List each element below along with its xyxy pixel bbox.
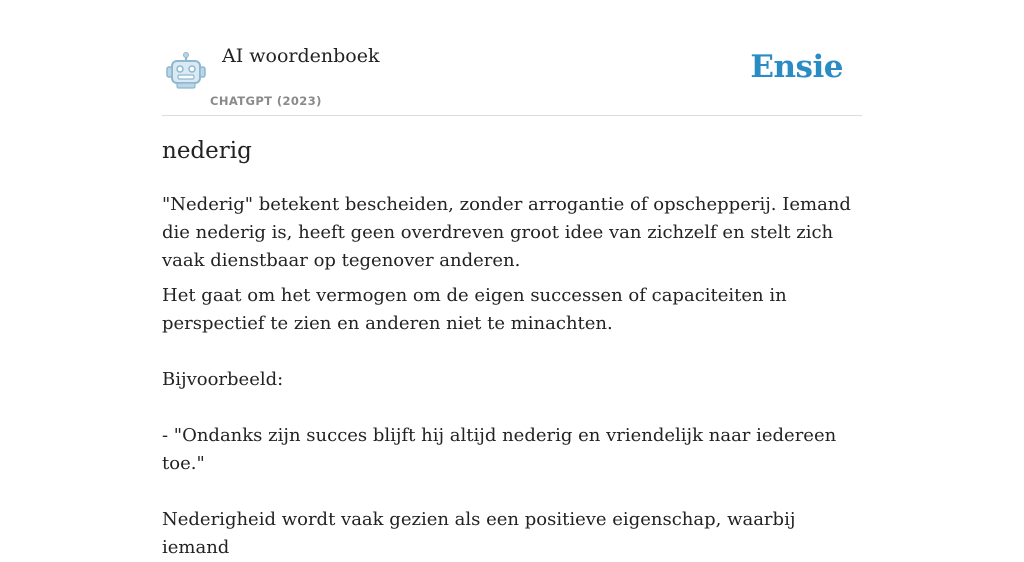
paragraph-gap <box>162 478 862 506</box>
definition-paragraph: "Nederig" betekent bescheiden, zonder arrogantie of opschepperij. Iemand die nederig is, heeft geen overdreven groot idee van zichzelf en stelt zich vaak dienstbaar op tegenover anderen. <box>162 194 851 271</box>
definition-paragraph: Het gaat om het vermogen om de eigen successen of capaciteiten in perspectief te zien en anderen niet te minachten. <box>162 285 787 334</box>
entry-term: nederig <box>162 138 252 164</box>
example-heading: Bijvoorbeeld: <box>162 369 284 390</box>
paragraph-gap <box>162 394 862 422</box>
card-header <box>162 0 862 116</box>
paragraph-gap <box>162 338 862 366</box>
definition-card <box>162 0 862 558</box>
robot-icon <box>166 52 206 90</box>
source-subtitle: CHATGPT (2023) <box>210 94 322 108</box>
example-line: - "Ondanks zijn succes blijft hij altijd nederig en vriendelijk naar iedereen toe." <box>162 425 837 474</box>
source-title: AI woordenboek <box>222 45 380 67</box>
definition-paragraph: Nederigheid wordt vaak gezien als een positieve eigenschap, waarbij iemand <box>162 509 796 558</box>
entry-body <box>162 191 862 562</box>
ensie-logo-link[interactable]: Ensie <box>750 49 843 85</box>
